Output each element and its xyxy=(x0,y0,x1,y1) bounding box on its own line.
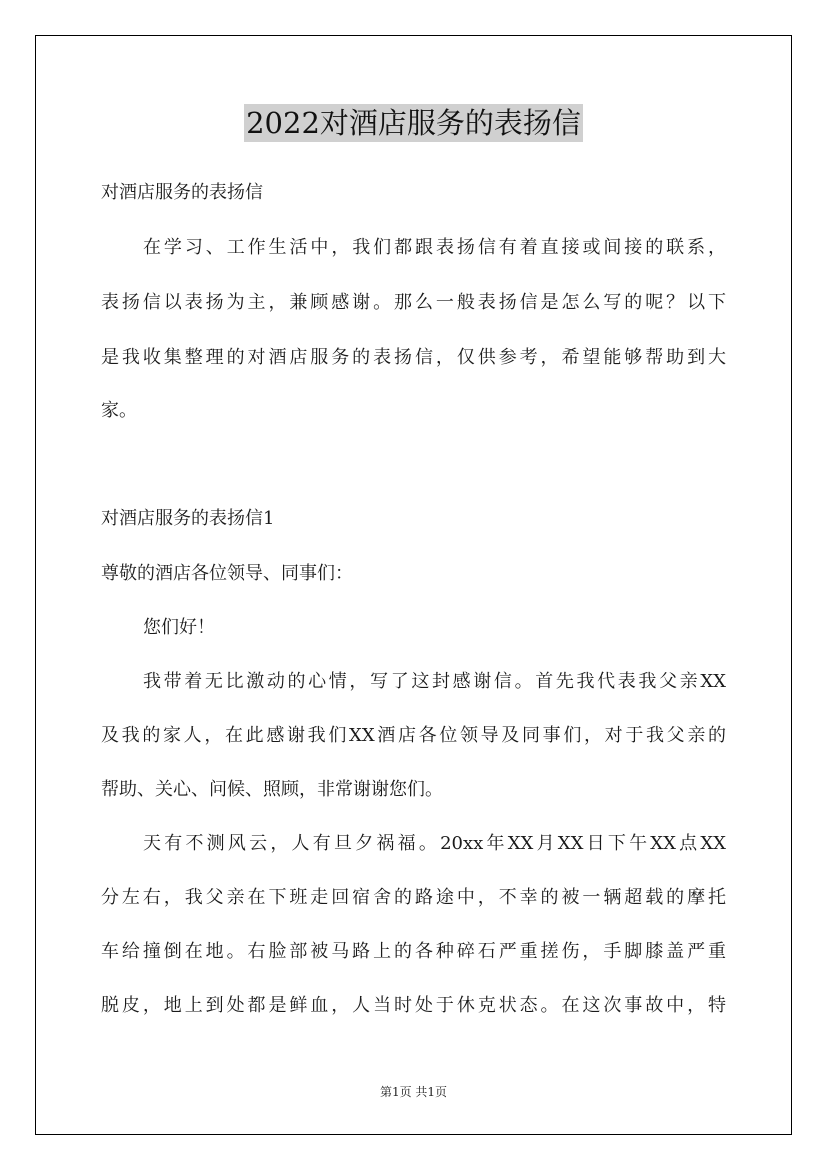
document-subtitle: 对酒店服务的表扬信 xyxy=(101,182,263,203)
page-footer: 第1页 共1页 xyxy=(379,1085,448,1099)
para2-line-4: 脱皮，地上到处都是鲜血，人当时处于休克状态。在这次事故中，特 xyxy=(101,995,726,1016)
para1-line-3: 帮助、关心、问候、照顾，非常谢谢您们。 xyxy=(101,779,443,800)
para2-line-1: 天有不测风云，人有旦夕祸福。20xx年XX月XX日下午XX点XX xyxy=(143,833,726,854)
greeting: 您们好！ xyxy=(143,617,215,638)
intro-line-1: 在学习、工作生活中，我们都跟表扬信有着直接或间接的联系， xyxy=(143,237,726,258)
title-container xyxy=(0,104,827,142)
para1-line-1: 我带着无比激动的心情，写了这封感谢信。首先我代表我父亲XX xyxy=(143,671,726,692)
section-heading: 对酒店服务的表扬信1 xyxy=(101,508,275,529)
intro-line-2: 表扬信以表扬为主，兼顾感谢。那么一般表扬信是怎么写的呢？以下 xyxy=(101,292,726,313)
document-title: 2022对酒店服务的表扬信 xyxy=(246,106,581,140)
intro-line-4: 家。 xyxy=(101,400,137,421)
para1-line-2: 及我的家人，在此感谢我们XX酒店各位领导及同事们，对于我父亲的 xyxy=(101,725,726,746)
para2-line-3: 车给撞倒在地。右脸部被马路上的各种碎石严重搓伤，手脚膝盖严重 xyxy=(101,941,726,962)
intro-line-3: 是我收集整理的对酒店服务的表扬信，仅供参考，希望能够帮助到大 xyxy=(101,347,726,368)
salutation: 尊敬的酒店各位领导、同事们： xyxy=(101,563,353,584)
para2-line-2: 分左右，我父亲在下班走回宿舍的路途中，不幸的被一辆超载的摩托 xyxy=(101,887,726,908)
